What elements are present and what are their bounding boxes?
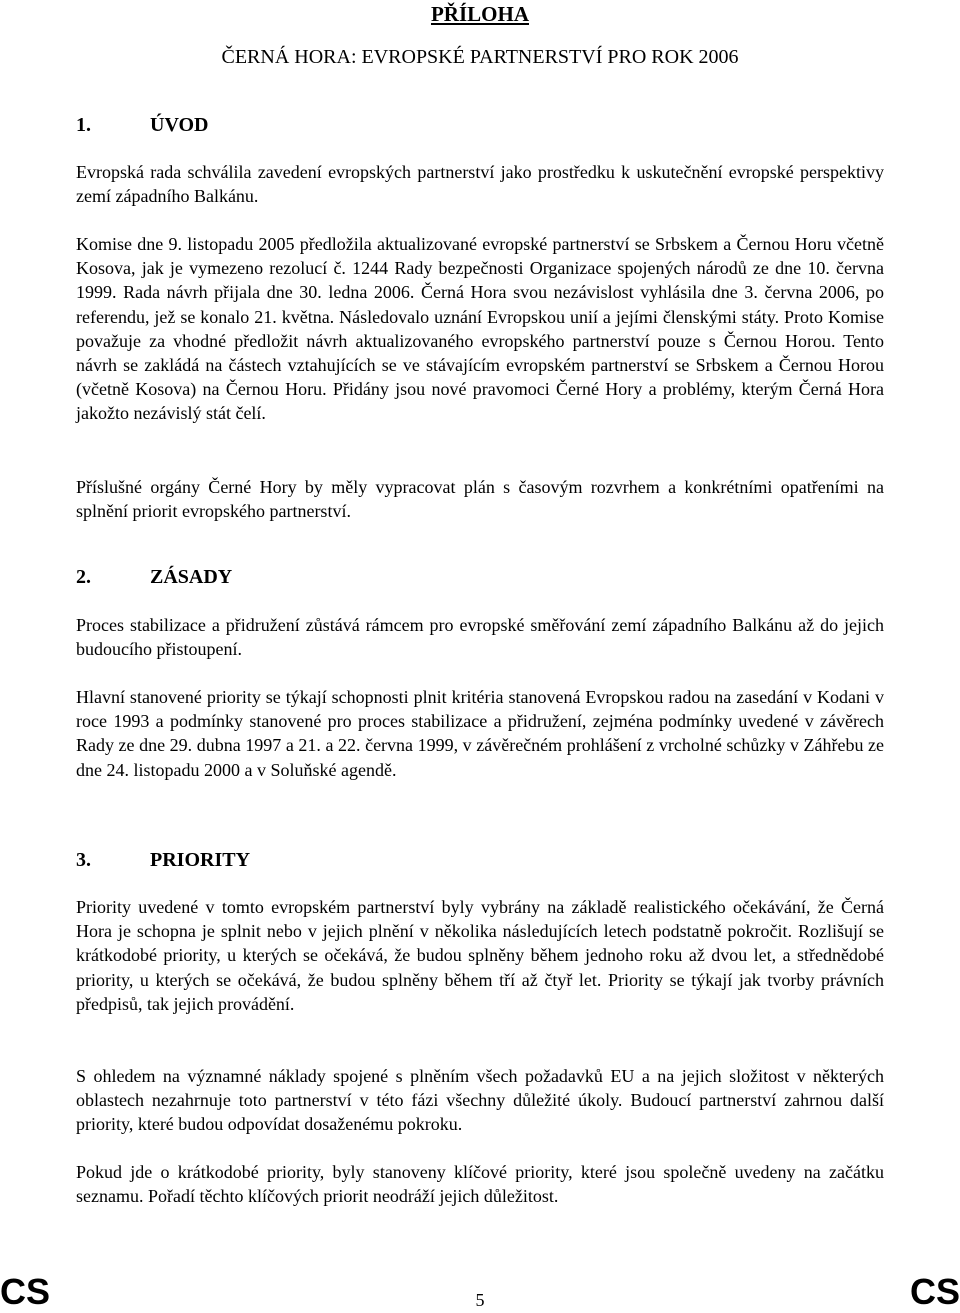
section-number: 2.: [76, 566, 91, 588]
paragraph: Priority uvedené v tomto evropském partnerství byly vybrány na základě realistického očekávání, že Černá Hora je schopna je splnit nebo v jejich plnění v několika následujících letech podstatně pokročit. Rozlišují se krátkodobé priority, u kterých se očekává, že budou splněny během jednoho roku až dvou let, a střednědobé priority, u kterých se očekává, že budou splněny během tří až čtyř let. Priority se týkají jak tvorby právních předpisů, tak jejich provádění.: [76, 897, 884, 1014]
paragraph: Komise dne 9. listopadu 2005 předložila aktualizované evropské partnerství se Srbskem a Černou Horu včetně Kosova, jak je vymezeno rezolucí č. 1244 Rady bezpečnosti Organizace spojených národů ze dne 10. června 1999. Rada návrh přijala dne 30. ledna 2006. Černá Hora svou nezávislost vyhlásila dne 3. června 2006, po referendu, jež se konalo 21. května. Následovalo uznání Evropskou unií a jejími členskými státy. Proto Komise považuje za vhodné předložit návrh aktualizovaného evropského partnerství pouze s Černou Horou. Tento návrh se zakládá na částech vztahujících se ve stávajícím evropském partnerství se Srbskem a Černou Horou (včetně Kosova) na Černou Horu. Přidány jsou nové pravomoci Černé Hory a problémy, kterým Černá Hora jakožto nezávislý stát čelí.: [76, 234, 884, 424]
paragraph: Proces stabilizace a přidružení zůstává rámcem pro evropské směřování zemí západního Balkánu až do jejich budoucího přistoupení.: [76, 615, 884, 660]
document-title: ČERNÁ HORA: EVROPSKÉ PARTNERSTVÍ PRO ROK 2006: [221, 46, 739, 68]
language-code-right: CS: [909, 1271, 960, 1312]
paragraph: S ohledem na významné náklady spojené s plněním všech požadavků EU a na jejich složitost v některých oblastech nezahrnuje toto partnerství v této fázi všechny důležité úkoly. Budoucí partnerství zahrnou další priority, které budou odpovídat dosaženému pokroku.: [76, 1066, 884, 1135]
paragraph: Hlavní stanovené priority se týkají schopnosti plnit kritéria stanovená Evropskou radou na zasedání v Kodani v roce 1993 a podmínky stanovené pro proces stabilizace a přidružení, zejména podmínky uvedené v závěrech Rady ze dne 29. dubna 1997 a 21. a 22. června 1999, v závěrečném prohlášení z vrcholné schůzky v Záhřebu ze dne 24. listopadu 2000 a v Soluňské agendě.: [76, 687, 884, 780]
page-number: 5: [475, 1290, 485, 1310]
section-number: 3.: [76, 849, 91, 871]
section-title: PRIORITY: [150, 849, 251, 871]
section-heading-2: [76, 566, 232, 589]
section-number: 1.: [76, 114, 91, 136]
paragraph: Příslušné orgány Černé Hory by měly vypracovat plán s časovým rozvrhem a konkrétními opatřeními na splnění priorit evropského partnerství.: [76, 477, 884, 522]
section-title: ÚVOD: [150, 114, 209, 136]
language-code-left: CS: [0, 1271, 51, 1312]
paragraph: Evropská rada schválila zavedení evropských partnerství jako prostředku k uskutečnění evropské perspektivy zemí západního Balkánu.: [76, 162, 884, 207]
annex-label: PŘÍLOHA: [430, 2, 529, 26]
section-title: ZÁSADY: [150, 566, 233, 588]
section-heading-1: [76, 114, 209, 137]
paragraph: Pokud jde o krátkodobé priority, byly stanoveny klíčové priority, které jsou společně uvedeny na začátku seznamu. Pořadí těchto klíčových priorit neodráží jejich důležitost.: [76, 1162, 884, 1207]
section-heading-3: [76, 849, 250, 872]
